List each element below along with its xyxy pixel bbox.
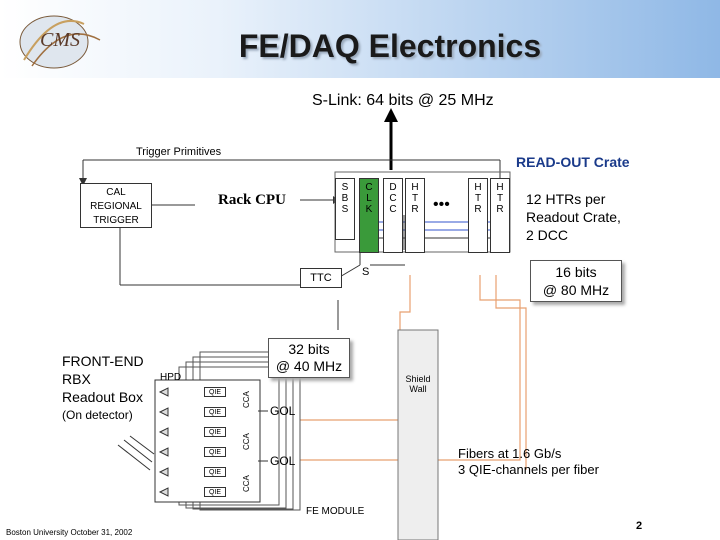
fibers-note xyxy=(458,446,599,478)
rack-cpu-label: Rack CPU xyxy=(218,192,286,208)
bits32-line-2: @ 40 MHz xyxy=(275,358,343,374)
htr-note-line-3: 2 DCC xyxy=(526,227,569,243)
qie-chip-3: QIE xyxy=(204,427,226,437)
frontend-line-1: FRONT-END xyxy=(62,353,144,369)
bits16-line-2: @ 80 MHz xyxy=(542,282,610,298)
bits32-callout xyxy=(268,338,350,378)
qie-chip-4: QIE xyxy=(204,447,226,457)
fibers-line-1: Fibers at 1.6 Gb/s xyxy=(458,446,562,461)
cal-label-3: TRIGGER xyxy=(93,215,139,226)
frontend-label xyxy=(62,352,144,424)
footer-text: Boston University October 31, 2002 xyxy=(6,528,133,537)
svg-text:CMS: CMS xyxy=(40,29,80,51)
qie-chip-1: QIE xyxy=(204,387,226,397)
clk-card: C L K xyxy=(359,178,379,253)
cal-label-1: CAL xyxy=(106,187,126,198)
htr-card-1: H T R xyxy=(405,178,425,253)
qie-chip-2: QIE xyxy=(204,407,226,417)
sbs-card: S B S xyxy=(335,178,355,240)
fe-module-label: FE MODULE xyxy=(306,506,365,517)
page-number: 2 xyxy=(636,520,643,532)
bits16-line-1: 16 bits xyxy=(555,264,597,280)
shield-wall-line-2: Wall xyxy=(409,384,427,394)
ttc-box xyxy=(300,268,342,288)
fibers-line-2: 3 QIE-channels per fiber xyxy=(458,462,599,477)
htr-card-2: H T R xyxy=(468,178,488,253)
htr-note xyxy=(526,190,621,244)
frontend-line-3: Readout Box xyxy=(62,389,143,405)
htr-card-3: H T R xyxy=(490,178,510,253)
s-label: S xyxy=(362,266,370,278)
ttc-label: TTC xyxy=(310,272,332,284)
htr-note-line-1: 12 HTRs per xyxy=(526,191,606,207)
cca-chip-1: CCA xyxy=(242,391,251,408)
bits16-callout xyxy=(530,260,622,302)
frontend-line-2: RBX xyxy=(62,371,91,387)
gol-label-1: GOL xyxy=(270,404,296,418)
shield-wall-label xyxy=(400,374,436,394)
readout-crate-label: READ-OUT Crate xyxy=(516,154,630,170)
cca-chip-3: CCA xyxy=(242,475,251,492)
qie-chip-5: QIE xyxy=(204,467,226,477)
cal-regional-trigger-box xyxy=(80,183,152,228)
qie-chip-6: QIE xyxy=(204,487,226,497)
dcc-card: D C C xyxy=(383,178,403,253)
cca-chip-2: CCA xyxy=(242,433,251,450)
slink-label: S-Link: 64 bits @ 25 MHz xyxy=(312,92,494,109)
htr-note-line-2: Readout Crate, xyxy=(526,209,621,225)
shield-wall-line-1: Shield xyxy=(405,374,431,384)
bits32-line-1: 32 bits xyxy=(288,341,330,357)
hpd-label: HPD xyxy=(160,372,182,383)
gol-label-2: GOL xyxy=(270,454,296,468)
slide-title: FE/DAQ Electronics xyxy=(238,28,542,64)
frontend-line-4: (On detector) xyxy=(62,408,133,422)
trigger-primitives-label: Trigger Primitives xyxy=(136,146,222,158)
crate-ellipsis: ••• xyxy=(433,196,450,213)
cal-label-2: REGIONAL xyxy=(90,201,142,212)
